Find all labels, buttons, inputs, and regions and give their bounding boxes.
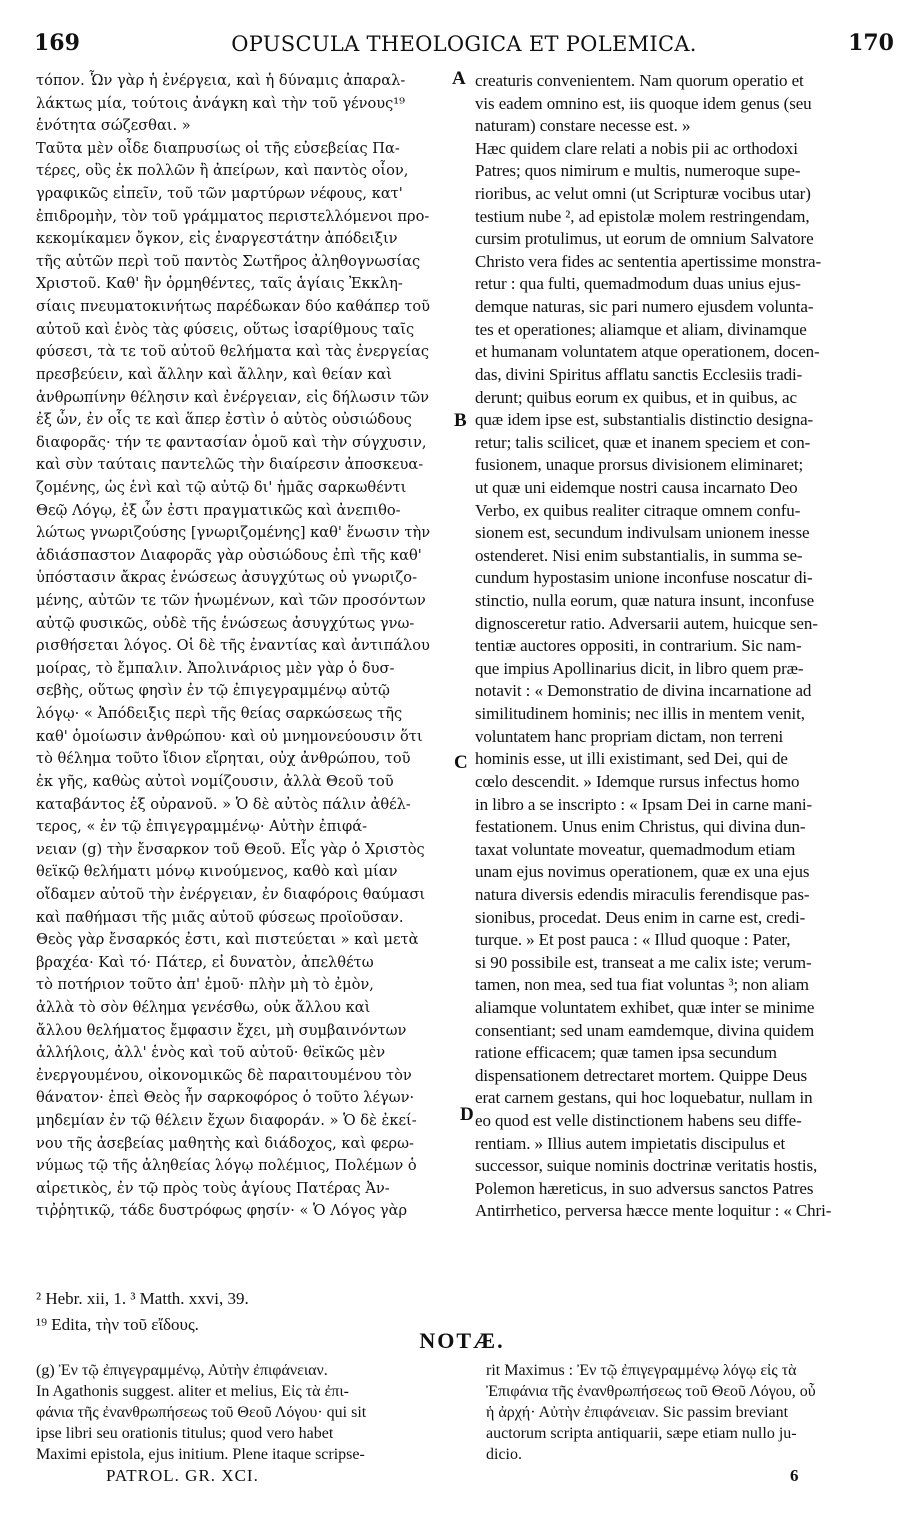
note-text-line: ipse libri seu orationis titulus; quod vero habet (36, 1425, 334, 1442)
latin-text-line: quæ idem ipse est, substantialis distinctio designa- (475, 410, 814, 430)
note-text-line: Ἐπιφάνια τῆς ἐνανθρωπήσεως τοῦ Θεοῦ Λόγου, οὗ (486, 1383, 816, 1400)
note-text-line: Maximi epistola, ejus initium. Plene itaque scripse- (36, 1446, 365, 1463)
latin-text-line: ostenderet. Nisi enim substantialis, in summa se- (475, 545, 803, 565)
greek-text-line: ἐκ γῆς, καθὼς αὐτοὶ νομίζουσιν, ἀλλὰ Θεοῦ τοῦ (36, 772, 394, 790)
greek-text-line: πρεσβεύειν, καὶ ἄλλην καὶ ἄλλην, καὶ θείαν καὶ (36, 365, 392, 383)
latin-text-line: hominis esse, ut illi existimant, sed Dei, qui de (475, 749, 788, 769)
latin-text-line: testium nube ², ad epistolæ molem restringendam, (475, 206, 810, 226)
note-text-line: dicio. (486, 1446, 522, 1463)
notae-right-column (486, 1360, 894, 1465)
page-number-left: 169 (34, 30, 80, 56)
page-number-right: 170 (848, 30, 894, 56)
greek-text-line: τόπον. Ὧν γὰρ ἡ ἐνέργεια, καὶ ἡ δύναμις ἀπαραλ- (36, 72, 406, 89)
page-header (34, 30, 894, 60)
greek-text-line: Ταῦτα μὲν οἶδε διαπρυσίως οἱ τῆς εὐσεβείας Πα- (36, 139, 400, 157)
latin-text-line: turque. » Et post pauca : « Illud quoque : Pater, (475, 930, 791, 950)
section-marker-c: C (454, 752, 468, 773)
latin-text-line: sionem est, secundum indivulsam unionem inesse (475, 523, 810, 543)
latin-text-line: das, divini Spiritus afflatu sanctis Ecclesiis tradi- (475, 364, 803, 384)
greek-text-line: γραφικῶς εἰπεῖν, τοῦ τῶν μαρτύρων νέφους, κατ' (36, 185, 403, 203)
latin-text-line: notavit : « Demonstratio de divina incarnatione ad (475, 681, 812, 701)
latin-text-line: que impius Apollinarius dicit, in libro quem præ- (475, 658, 804, 678)
latin-text-line: ratione efficacem; quæ tamen ipsa secundum (475, 1043, 777, 1063)
note-text-line: auctorum scripta antiquarii, sæpe etiam nullo ju- (486, 1425, 797, 1442)
latin-text-line: Verbo, ex quibus realiter citraque omnem confu- (475, 500, 801, 520)
greek-text-line: λόγῳ· « Ἀπόδειξις περὶ τῆς θείας σαρκώσεως τῆς (36, 705, 403, 723)
latin-text-line: cundum hypostasim unione inconfuse noscatur di- (475, 568, 813, 588)
greek-text-line: τὸ ποτήριον τοῦτο ἀπ' ἐμοῦ· πλὴν μὴ τὸ ἐμὸν, (36, 976, 374, 994)
latin-text-line: demque naturas, sic pari numero ejusdem volunta- (475, 297, 814, 317)
greek-text-line: καὶ σὺν ταύταις παντελῶς τὴν διαίρεσιν ἀποσκευα- (36, 456, 424, 474)
latin-text-line: consentiant; sed unam eamdemque, divina quidem (475, 1020, 815, 1040)
latin-text-line: rioribus, ac velut omni (ut Scripturæ vocibus utar) (475, 184, 811, 204)
running-title: OPUSCULA THEOLOGICA ET POLEMICA. (231, 32, 697, 56)
note-text-line: (g) Ἐν τῷ ἐπιγεγραμμένῳ, Αὐτὴν ἐπιφάνειαν. (36, 1362, 328, 1379)
greek-text-line: τέρες, οὓς ἐκ πολλῶν ἢ ἀπείρων, καὶ παντὸς οἷον, (36, 162, 409, 180)
latin-text-line: dispensationem detrectaret mortem. Quippe Deus (475, 1065, 807, 1085)
greek-text-line: ζομένης, ὡς ἑνὶ καὶ τῷ αὐτῷ δι' ἡμᾶς σαρκωθέντι (36, 478, 407, 496)
greek-text-line: καταβάντος ἐξ οὐρανοῦ. » Ὁ δὲ αὐτὸς πάλιν ἀθέλ- (36, 795, 411, 813)
greek-text-line: βραχέα· Καὶ τό· Πάτερ, εἰ δυνατὸν, ἀπελθέτω (36, 953, 374, 971)
signature-mark: 6 (790, 1466, 799, 1485)
greek-text-line: ἐπιδρομὴν, τὸν τοῦ γράμματος περιστελλόμενοι προ- (36, 207, 430, 225)
greek-text-line: φύσεσι, τὰ τε τοῦ αὐτοῦ θελήματα καὶ τὰς ἐνεργείας (36, 343, 430, 361)
footnote-line-1: ² Hebr. xii, 1. ³ Matth. xxvi, 39. (36, 1289, 249, 1308)
latin-text-line: si 90 possibile est, transeat a me calix iste; verum- (475, 952, 812, 972)
greek-text-line: διαφορᾶς· τήν τε φαντασίαν ὁμοῦ καὶ τὴν σύγχυσιν, (36, 433, 427, 451)
latin-text-line: Christo vera fides ac sententia apertissime monstra- (475, 251, 822, 271)
latin-text-line: tes et operationes; aliamque et aliam, divinamque (475, 319, 807, 339)
greek-text-line: θάνατον· ἐπεὶ Θεὸς ἦν σαρκοφόρος ὁ τοῦτο λέγων· (36, 1089, 415, 1107)
greek-text-line: τῆς αὐτῶν περὶ τοῦ παντὸς Σωτῆρος ἀληθογνωσίας (36, 252, 421, 270)
latin-text-line: retur : qua fulti, quemadmodum duas unius ejus- (475, 274, 801, 294)
latin-text-line: erat carnem gestans, qui hoc loquebatur, nullam in (475, 1088, 813, 1108)
greek-text-line: λώτως γνωριζούσης [γνωριζομένης] καθ' ἕνωσιν τὴν (36, 524, 431, 542)
latin-text-line: similitudinem hominis; nec illis in mentem venit, (475, 704, 805, 724)
greek-text-line: καὶ παθήμασι τῆς μιᾶς αὐτοῦ φύσεως προϊοῦσαν. (36, 908, 404, 926)
latin-text-line: et humanam voluntatem atque operationem, docen- (475, 342, 820, 362)
greek-text-line: μένης, αὐτῶν τε τῶν ἡνωμένων, καὶ τῶν προσόντων (36, 592, 426, 610)
latin-text-line: derunt; quibus eorum ex quibus, et in quibus, ac (475, 387, 797, 407)
greek-text-line: κεκομίκαμεν ὄγκον, εἰς ἐναργεστάτην ἀπόδειξιν (36, 230, 398, 248)
greek-text-line: οἴδαμεν αὐτοῦ τὴν ἐνέργειαν, ἐν διαφόροις θαύμασι (36, 885, 426, 903)
greek-column (36, 70, 458, 1223)
greek-text-line: νου τῆς ἀσεβείας μαθητὴς καὶ διάδοχος, καὶ φερω- (36, 1134, 414, 1152)
greek-text-line: τερος, « ἐν τῷ ἐπιγεγραμμένῳ· Αὐτὴν ἐπιφά- (36, 818, 368, 836)
greek-text-line: ἐνεργουμένου, οἰκονομικῶς δὲ παραιτουμένου τὸν (36, 1066, 412, 1084)
latin-text-line: Polemon hæreticus, in suo adversus sanctos Patres (475, 1178, 814, 1198)
greek-text-line: τιῤῥητικῷ, τάδε δυστρόφως φησίν· « Ὁ Λόγος γὰρ (36, 1202, 408, 1220)
greek-text-line: νειαν (g) τὴν ἔνσαρκον τοῦ Θεοῦ. Εἷς γὰρ ὁ Χριστὸς (36, 840, 425, 858)
section-marker-b: B (454, 410, 467, 431)
latin-text-line: aliamque voluntatem exhibet, quæ inter se minime (475, 997, 815, 1017)
note-text-line: φάνια τῆς ἐνανθρωπήσεως τοῦ Θεοῦ Λόγου· qui sit (36, 1404, 367, 1421)
section-marker-d: D (460, 1104, 474, 1125)
latin-text-line: retur; talis scilicet, quæ et inanem speciem et con- (475, 432, 811, 452)
latin-text-line: naturam) constare necesse est. » (475, 116, 691, 136)
note-text-line: ἡ ἀρχή· Αὐτὴν ἐπιφάνειαν. Sic passim breviant (486, 1404, 789, 1421)
latin-text-line: tentiæ auctores oppositi, in contrarium. Sic nam- (475, 636, 802, 656)
latin-text-line: taxat voluntate moveatur, quemadmodum etiam (475, 839, 796, 859)
greek-text-line: Χριστοῦ. Καθ' ἣν ὁρμηθέντες, ταῖς ἁγίαις Ἐκκλη- (36, 275, 403, 293)
greek-text-line: Θεῷ Λόγῳ, ἐξ ὧν ἐστι πραγματικῶς καὶ ἀνεπιθο- (36, 501, 401, 519)
greek-text-line: σίαις πνευματοκινήτως παρέδωκαν δύο καθάπερ τοῦ (36, 298, 430, 316)
section-marker-a: A (452, 68, 466, 89)
latin-column (475, 70, 895, 1223)
latin-text-line: creaturis convenientem. Nam quorum operatio et (475, 71, 804, 90)
greek-text-line: ἀλλήλοις, ἀλλ' ἑνὸς καὶ τοῦ αὐτοῦ· θεϊκῶς μὲν (36, 1044, 386, 1062)
latin-text-line: unam ejus novimus operationem, quæ ex una ejus (475, 862, 810, 882)
latin-text-line: voluntatem hanc propriam dictam, non terreni (475, 726, 784, 746)
notae-left-column (36, 1360, 454, 1465)
greek-text-line: μηδεμίαν ἐν τῷ θέλειν ἔχων διαφοράν. » Ὁ δὲ ἐκεί- (36, 1112, 417, 1130)
greek-text-line: νύμως τῷ τῆς ἀληθείας λόγῳ πολέμιος, Πολέμων ὁ (36, 1157, 417, 1175)
latin-text-line: cursim protulimus, ut eorum de omnium Salvatore (475, 229, 814, 249)
latin-text-line: Patres; quos nimirum e multis, numeroque supe- (475, 161, 801, 181)
patrologia-volume-label: PATROL. GR. XCI. (106, 1466, 259, 1485)
note-text-line: In Agathonis suggest. aliter et melius, Εἰς τὰ ἐπι- (36, 1383, 349, 1400)
greek-text-line: ἀλλὰ τὸ σὸν θέλημα γενέσθω, οὐκ ἄλλου καὶ (36, 998, 371, 1016)
greek-text-line: Θεὸς γὰρ ἔνσαρκός ἐστι, καὶ πιστεύεται » καὶ μετὰ (36, 931, 419, 949)
greek-text-line: λάκτως μία, τούτοις ἀνάγκη καὶ τὴν τοῦ γένους¹⁹ (36, 94, 406, 112)
latin-text-line: in libro a se inscripto : « Ipsam Dei in carne mani- (475, 794, 813, 814)
latin-text-line: eo quod est velle distinctionem habens seu diffe- (475, 1111, 802, 1131)
latin-text-line: rentiam. » Illius autem impietatis discipulus et (475, 1133, 786, 1153)
greek-text-line: σεβὴς, οὕτως φησὶν ἐν τῷ ἐπιγεγραμμένῳ αὐτῷ (36, 682, 390, 700)
greek-text-line: μοίρας, τὸ ἔμπαλιν. Ἀπολινάριος μὲν γὰρ ὁ δυσ- (36, 659, 395, 677)
latin-text-line: cœlo descendit. » Idemque rursus infectus homo (475, 771, 800, 791)
greek-text-line: ἑνότητα σώζεσθαι. » (36, 117, 191, 135)
latin-text-line: natura diversis edendis miraculis ferendisque pas- (475, 884, 810, 904)
greek-text-line: καθ' ὁμοίωσιν ἀνθρώπου· καὶ οὐ μνημονεύουσιν ὅτι (36, 727, 423, 745)
greek-text-line: ἀδιάσπαστον Διαφορᾶς γὰρ οὐσιώδους ἐπὶ τῆς καθ' (36, 546, 422, 564)
latin-text-line: vis eadem omnino est, iis quoque idem genus (seu (475, 93, 812, 113)
latin-text-line: sionibus, procedat. Deus enim in carne est, credi- (475, 907, 806, 927)
note-text-line: rit Maximus : Ἐν τῷ ἐπιγεγραμμένῳ λόγῳ εἰς τὰ (486, 1362, 797, 1379)
latin-text-line: successor, suique nominis doctrinæ veritatis hostis, (475, 1156, 818, 1176)
footnote-line-2: ¹⁹ Edita, τὴν τοῦ εἴδους. (36, 1315, 199, 1334)
latin-text-line: tamen, non mea, sed tua fiat voluntas ³; non aliam (475, 975, 809, 995)
greek-text-line: ἄλλου θελήματος ἔμφασιν ἔχει, μὴ συμβαινόντων (36, 1021, 407, 1039)
latin-text-line: festationem. Unus enim Christus, qui divina dun- (475, 817, 806, 837)
greek-text-line: αὐτοῦ καὶ ἑνὸς τὰς φύσεις, οὕτως ἰσαρίθμους ταῖς (36, 320, 415, 338)
greek-text-line: ὑπόστασιν ἄκρας ἑνώσεως ἀσυγχύτως οὐ γνωριζο- (36, 569, 418, 587)
greek-text-line: ἀνθρωπίνην θέλησιν καὶ ἐνέργειαν, εἰς δήλωσιν τῶν (36, 388, 429, 406)
greek-text-line: ρισθήσεται λόγος. Οἱ δὲ τῆς ἐναντίας καὶ ἀντιπάλου (36, 637, 430, 655)
greek-text-line: θεϊκῷ θελήματι μόνῳ κινούμενος, καθὸ καὶ μίαν (36, 863, 398, 881)
latin-text-line: ut quæ uni eidemque nostri causa incarnato Deo (475, 477, 798, 497)
greek-text-line: τὸ θέλημα τοῦτο ἴδιον εἴρηται, οὐχ ἀνθρώπου, τοῦ (36, 750, 411, 768)
greek-text-line: ἐξ ὧν, ἐν οἷς τε καὶ ἅπερ ἐστὶν ὁ αὐτὸς οὐσιώδους (36, 411, 412, 429)
latin-text-line: stinctio, nulla eorum, quæ natura insunt, inconfuse (475, 591, 815, 611)
greek-text-line: αἱρετικὸς, ἐν τῷ πρὸς τοὺς ἁγίους Πατέρας Ἀν- (36, 1179, 390, 1197)
latin-text-line: fusionem, unaque prorsus divisionem eliminaret; (475, 455, 804, 475)
notae-heading: NOTÆ. (419, 1328, 505, 1353)
greek-text-line: αὐτῷ φυσικῶς, οὐδὲ τῆς ἑνώσεως ἀσυγχύτως γνω- (36, 614, 415, 632)
latin-text-line: Hæc quidem clare relati a nobis pii ac orthodoxi (475, 138, 798, 158)
latin-text-line: Antirrhetico, perversa hæcce mente loquitur : « Chri- (475, 1201, 832, 1221)
latin-text-line: dignosceretur ratio. Adversarii autem, huicque sen- (475, 613, 818, 633)
